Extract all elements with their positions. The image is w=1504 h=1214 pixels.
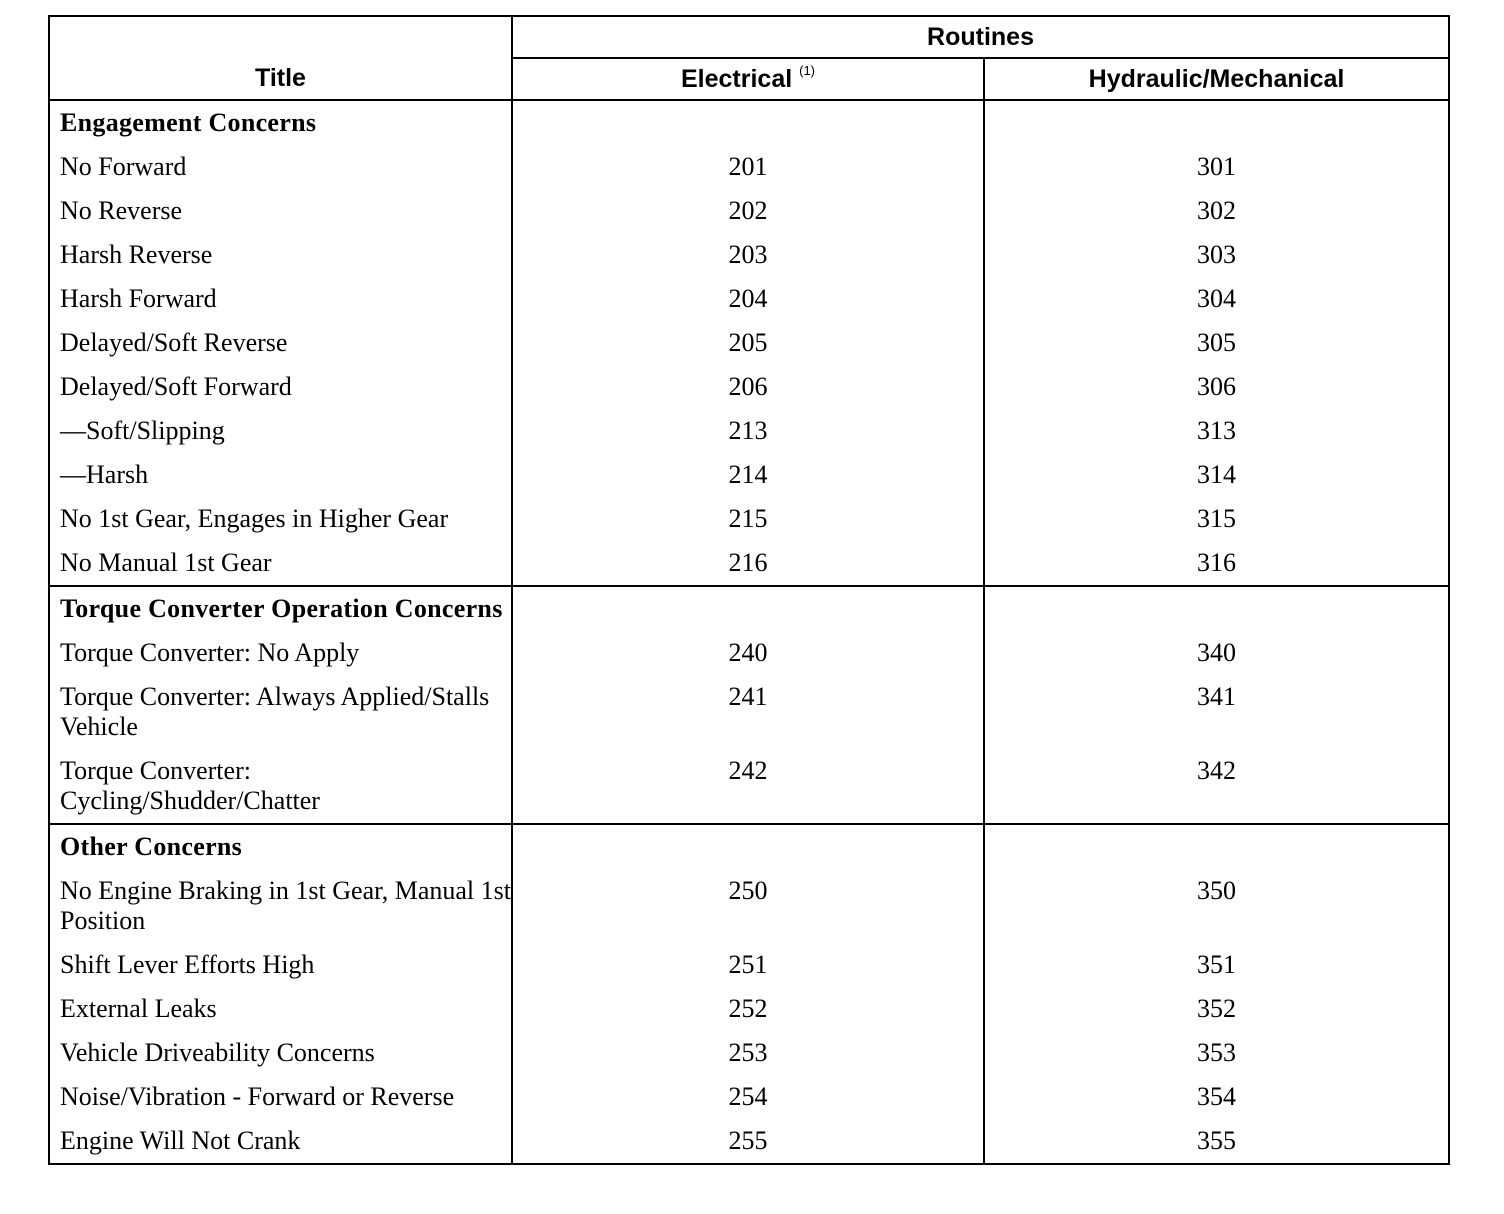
hydraulic-routine: 302 — [984, 189, 1449, 233]
section-other — [49, 824, 1449, 1164]
table-row — [49, 1119, 1449, 1164]
table-row — [49, 365, 1449, 409]
row-title: —Soft/Slipping — [49, 409, 512, 453]
table-row — [49, 409, 1449, 453]
row-title: No Engine Braking in 1st Gear, Manual 1st Position — [49, 869, 512, 943]
hydraulic-column-header: Hydraulic/Mechanical — [984, 58, 1449, 100]
section-heading: Other Concerns — [49, 824, 512, 869]
electrical-routine: 250 — [512, 869, 984, 943]
table-row — [49, 453, 1449, 497]
electrical-label: Electrical — [680, 64, 793, 93]
section-heading-row — [49, 100, 1449, 145]
electrical-routine: 255 — [512, 1119, 984, 1164]
hydraulic-routine: 340 — [984, 631, 1449, 675]
table-row — [49, 145, 1449, 189]
table-row — [49, 749, 1449, 824]
section-engagement — [49, 100, 1449, 586]
electrical-routine: 251 — [512, 943, 984, 987]
table-header — [49, 16, 1449, 100]
hydraulic-routine: 306 — [984, 365, 1449, 409]
section-heading-row — [49, 824, 1449, 869]
row-title: No Forward — [49, 145, 512, 189]
electrical-routine: 214 — [512, 453, 984, 497]
table-row — [49, 1031, 1449, 1075]
hydraulic-routine: 342 — [984, 749, 1449, 824]
row-title: Noise/Vibration - Forward or Reverse — [49, 1075, 512, 1119]
row-title: No Reverse — [49, 189, 512, 233]
electrical-routine: 203 — [512, 233, 984, 277]
row-title: —Harsh — [49, 453, 512, 497]
hydraulic-routine: 313 — [984, 409, 1449, 453]
table-row — [49, 1075, 1449, 1119]
electrical-column-header — [512, 58, 984, 100]
table-row — [49, 189, 1449, 233]
electrical-routine: 252 — [512, 987, 984, 1031]
hydraulic-routine: 305 — [984, 321, 1449, 365]
hydraulic-routine: 354 — [984, 1075, 1449, 1119]
section-heading-row — [49, 586, 1449, 631]
electrical-routine: 215 — [512, 497, 984, 541]
table-row — [49, 541, 1449, 586]
row-title: Torque Converter: Always Applied/Stalls Vehicle — [49, 675, 512, 749]
table-row — [49, 675, 1449, 749]
hydraulic-routine: 341 — [984, 675, 1449, 749]
electrical-footnote-marker: (1) — [799, 62, 816, 78]
table-row — [49, 943, 1449, 987]
row-title: Harsh Reverse — [49, 233, 512, 277]
hydraulic-routine: 351 — [984, 943, 1449, 987]
hydraulic-routine: 304 — [984, 277, 1449, 321]
hydraulic-routine: 316 — [984, 541, 1449, 586]
table-row — [49, 631, 1449, 675]
table-row — [49, 987, 1449, 1031]
electrical-routine: 216 — [512, 541, 984, 586]
row-title: Shift Lever Efforts High — [49, 943, 512, 987]
row-title: Harsh Forward — [49, 277, 512, 321]
electrical-routine: 240 — [512, 631, 984, 675]
row-title: No Manual 1st Gear — [49, 541, 512, 586]
row-title: No 1st Gear, Engages in Higher Gear — [49, 497, 512, 541]
row-title: Engine Will Not Crank — [49, 1119, 512, 1164]
row-title: Torque Converter: No Apply — [49, 631, 512, 675]
title-column-header: Title — [49, 16, 512, 100]
electrical-routine: 213 — [512, 409, 984, 453]
hydraulic-routine: 353 — [984, 1031, 1449, 1075]
hydraulic-routine: 301 — [984, 145, 1449, 189]
electrical-routine: 204 — [512, 277, 984, 321]
table-row — [49, 869, 1449, 943]
hydraulic-routine: 350 — [984, 869, 1449, 943]
section-torque-converter — [49, 586, 1449, 824]
hydraulic-routine: 315 — [984, 497, 1449, 541]
section-heading: Engagement Concerns — [49, 100, 512, 145]
hydraulic-routine: 352 — [984, 987, 1449, 1031]
table-row — [49, 277, 1449, 321]
section-heading: Torque Converter Operation Concerns — [49, 586, 512, 631]
row-title: Vehicle Driveability Concerns — [49, 1031, 512, 1075]
electrical-routine: 206 — [512, 365, 984, 409]
electrical-routine: 254 — [512, 1075, 984, 1119]
electrical-routine: 202 — [512, 189, 984, 233]
routines-table — [48, 15, 1450, 1165]
row-title: Delayed/Soft Reverse — [49, 321, 512, 365]
hydraulic-routine: 355 — [984, 1119, 1449, 1164]
hydraulic-routine: 314 — [984, 453, 1449, 497]
electrical-routine: 242 — [512, 749, 984, 824]
hydraulic-routine: 303 — [984, 233, 1449, 277]
table-row — [49, 321, 1449, 365]
row-title: Torque Converter: Cycling/Shudder/Chatter — [49, 749, 512, 824]
row-title: External Leaks — [49, 987, 512, 1031]
electrical-routine: 241 — [512, 675, 984, 749]
row-title: Delayed/Soft Forward — [49, 365, 512, 409]
electrical-routine: 201 — [512, 145, 984, 189]
electrical-routine: 253 — [512, 1031, 984, 1075]
electrical-routine: 205 — [512, 321, 984, 365]
routines-header: Routines — [512, 16, 1449, 58]
table-row — [49, 497, 1449, 541]
table-row — [49, 233, 1449, 277]
